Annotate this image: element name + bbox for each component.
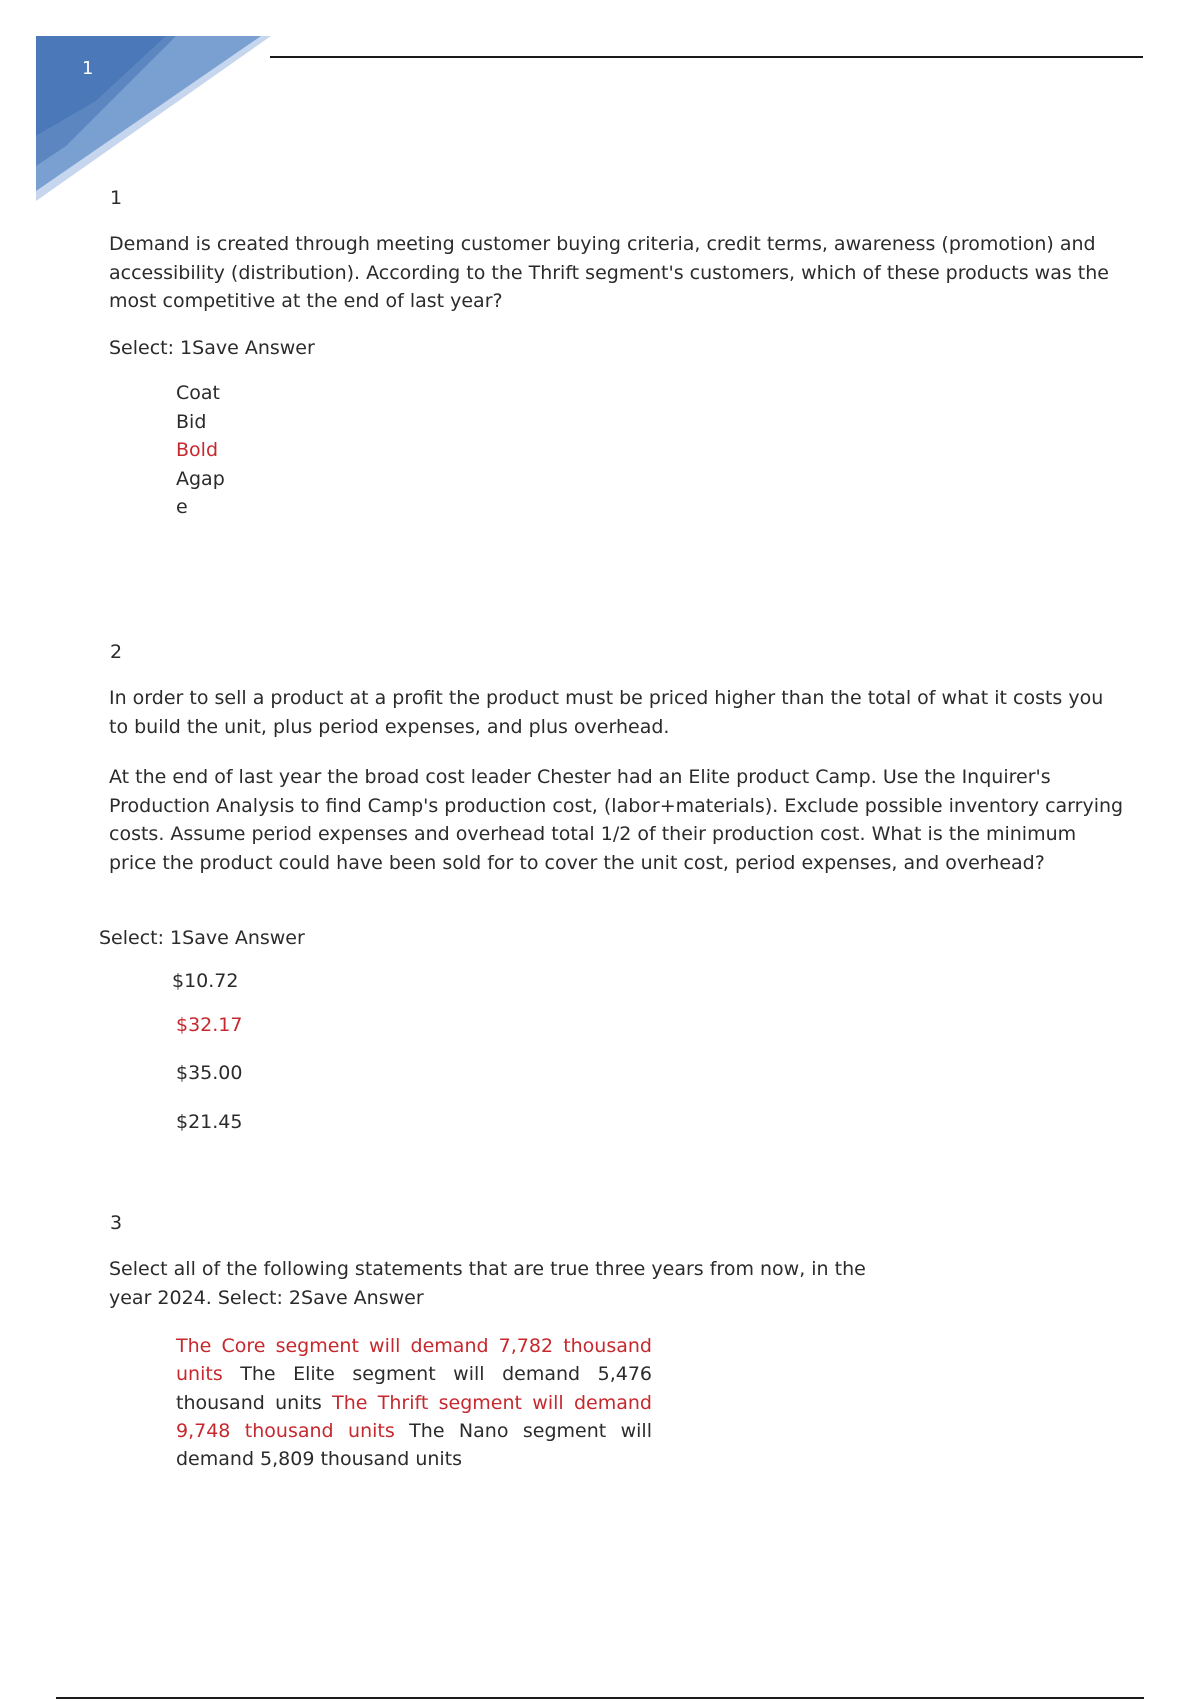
question-1-prompt: Demand is created through meeting customer buying criteria, credit terms, awareness (promotion) and accessibility (distribution). According to the Thrift segment's customers, which of these products was the most competitive at the end of last year? (109, 233, 1109, 312)
question-3-statements (176, 1332, 652, 1473)
question-3-prompt-line2: year 2024. Select: 2Save Answer (109, 1287, 424, 1309)
question-3-statement[interactable]: The Nano segment will demand 5,809 thousand units (176, 1419, 652, 1471)
footer-rule (56, 1697, 1144, 1699)
header-page-number: 1 (82, 58, 94, 79)
question-1-select-label: Select: 1Save Answer (109, 337, 315, 359)
question-3-statement[interactable]: The Elite segment will demand 5,476 thousand units (176, 1363, 652, 1414)
question-1-option[interactable]: e (176, 496, 188, 518)
question-3-number: 3 (110, 1212, 123, 1234)
question-3-statement-correct[interactable]: The Core segment will demand 7,782 thousand units (176, 1335, 652, 1386)
question-1-option[interactable]: Bid (176, 410, 207, 433)
question-1-number: 1 (110, 187, 123, 209)
question-2-prompt-part1: In order to sell a product at a profit the product must be priced higher than the total of what it costs you to build the unit, plus period expenses, and plus overhead. (109, 687, 1104, 738)
question-1-option[interactable]: Coat (176, 382, 220, 404)
question-1-option-correct[interactable]: Bold (176, 439, 218, 461)
question-2-option[interactable]: $21.45 (176, 1111, 243, 1133)
question-2-select-label: Select: 1Save Answer (99, 927, 305, 949)
question-2-prompt-part2: At the end of last year the broad cost leader Chester had an Elite product Camp. Use the Inquirer's Production Analysis to find Camp's production cost, (labor+materials). Exclude possible inventory carrying costs. Assume period expenses and overhead total 1/2 of their production cost. What is the minimum price the product could have been sold for to cover the unit cost, period expenses, and overhead? (109, 766, 1124, 874)
question-2-option[interactable]: $35.00 (176, 1062, 243, 1084)
question-3-statement-correct[interactable]: The Thrift segment will demand 9,748 thousand units (176, 1391, 652, 1442)
question-2-option-correct[interactable]: $32.17 (176, 1014, 243, 1036)
question-1-options (176, 379, 225, 522)
question-3-prompt-line1: Select all of the following statements that are true three years from now, in the (109, 1258, 866, 1280)
header-rule (270, 56, 1143, 58)
question-2-number: 2 (110, 641, 123, 663)
question-1-option[interactable]: Agap (176, 467, 225, 490)
question-2-option[interactable]: $10.72 (172, 970, 239, 992)
corner-triangle-decoration (36, 36, 271, 201)
